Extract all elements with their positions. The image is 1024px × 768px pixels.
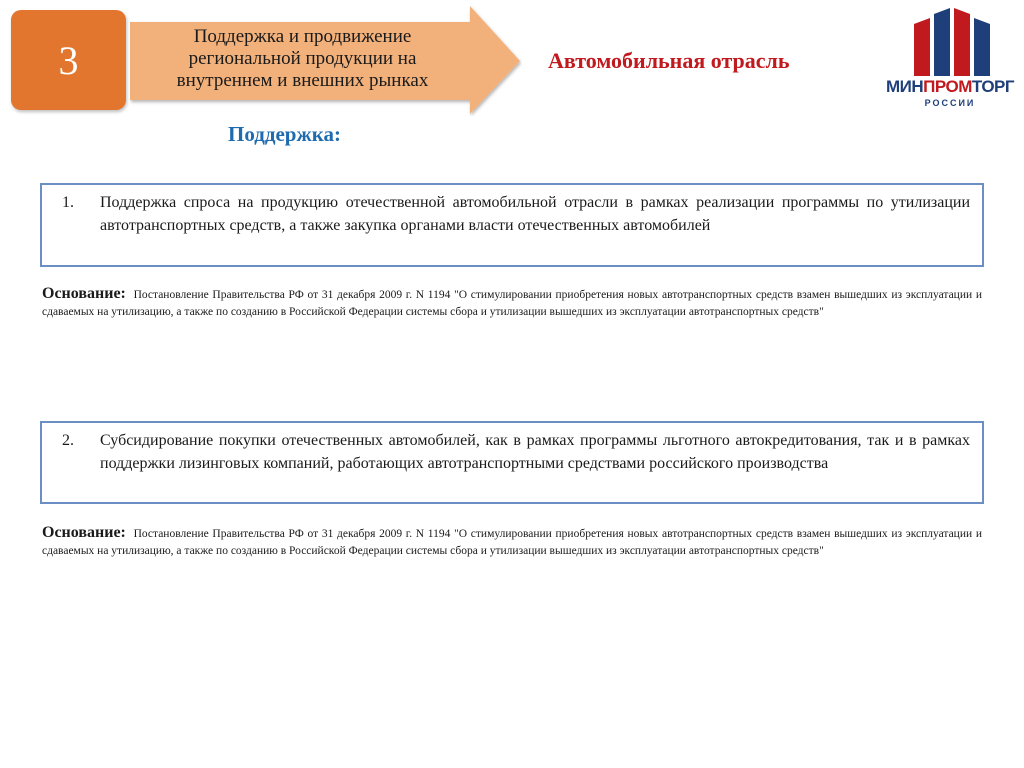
item-text: Поддержка спроса на продукцию отечественной автомобильной отрасли в рамках реализации программы по утилизации автотранспортных средств, а также закупка органами власти отечественных автомобилей [100, 194, 970, 234]
logo-subtitle: РОССИИ [924, 98, 976, 108]
banner-line: внутреннем и внешних рынках [176, 70, 429, 91]
logo-columns-icon [882, 6, 1018, 78]
support-heading: Поддержка: [228, 122, 341, 146]
banner-line: региональной продукции на [188, 48, 417, 69]
basis-label: Основание: [42, 285, 126, 302]
logo-part: МИН [885, 77, 924, 96]
basis-note [42, 524, 982, 560]
minpromtorg-logo [882, 6, 1018, 122]
item-number: 2. [62, 432, 74, 449]
logo-part: ПРОМ [923, 77, 972, 96]
basis-label: Основание: [42, 524, 126, 541]
logo-wordmark [882, 78, 1018, 96]
basis-note [42, 285, 982, 321]
banner-text [130, 26, 475, 92]
sector-title: Автомобильная отрасль [548, 48, 790, 73]
logo-part: ТОРГ [971, 77, 1015, 96]
item-text: Субсидирование покупки отечественных автомобилей, как в рамках программы льготного автокредитования, так и в рамках поддержки лизинговых компаний, работающих автотранспортными средствами российского производства [100, 432, 970, 472]
support-item-box [40, 421, 984, 504]
basis-text: Постановление Правительства РФ от 31 декабря 2009 г. N 1194 "О стимулировании приобретения новых автотранспортных средств взамен вышедших из эксплуатации и сдаваемых на утилизацию, а также по созданию в Российской Федерации системы сбора и утилизации вышедших из эксплуатации автотранспортных средств" [42, 289, 982, 318]
basis-text: Постановление Правительства РФ от 31 декабря 2009 г. N 1194 "О стимулировании приобретения новых автотранспортных средств взамен вышедших из эксплуатации и сдаваемых на утилизацию, а также по созданию в Российской Федерации системы сбора и утилизации вышедших из эксплуатации автотранспортных средств" [42, 528, 982, 557]
section-number-badge [11, 10, 126, 110]
item-number: 1. [62, 194, 74, 211]
section-number: 3 [58, 37, 79, 83]
banner-line: Поддержка и продвижение [193, 26, 412, 47]
support-item-box [40, 183, 984, 267]
